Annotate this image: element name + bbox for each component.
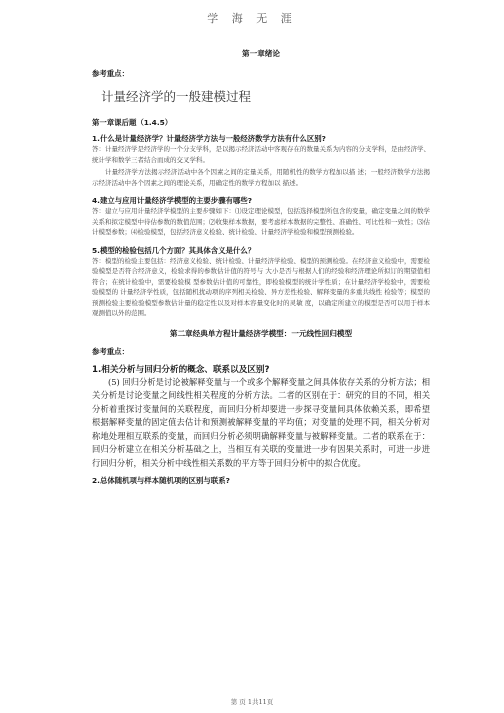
page-footer: 第 页 1共11页: [230, 698, 274, 706]
ch2-answer-1: (5) 回归分析是讨论被解释变量与一个或多个解释变量之间具体依存关系的分析方法；相关分析是讨论变量之间线性相关程度的分析方法。二者的区别在于：研究的目的不同，相关分析着重探讨变量间的关联程度，而回归分析却要进一步探寻变量间具体依赖关系，即希望根据解释变量的固定值去估计和预测被解释变量的平均值；对变量的处理不同，相关分析对称地处理相互联系的变量，而回归分析必须明确解释变量与被解释变量。二者的联系在于：回归分析建立在相关分析基础之上，当相互有关联的变量进一步有因果关系时，可进一步进行回归分析，相关分析中线性相关系数的平方等于回归分析中的拟合优度。: [92, 376, 430, 469]
answer-4: 答：建立与应用计量经济学模型的主要步骤如下：⑴设定理论模型，包括选择模型所包含的变量，确定变量之间的数学关系和拟定模型中待估参数的数值范围；⑵收集样本数据，要考虑样本数据的完整性、准确性、可比性和一致性；⑶估计模型参数；⑷检验模型，包括经济意义检验、统计检验、计量经济学检验和模型预测检验。: [92, 207, 430, 236]
section-heading: 计量经济学的一般建模过程: [101, 89, 252, 104]
reference-label-2: 参考重点：: [92, 346, 129, 356]
ch2-question-2: 2.总体随机项与样本随机项的区别与联系?: [92, 475, 230, 485]
question-4: 4.建立与应用计量经济学模型的主要步骤有哪些?: [92, 196, 253, 205]
chapter-1-title: 第一章绪论: [242, 49, 280, 58]
question-5: 5.模型的检验包括几个方面？其具体含义是什么？: [92, 245, 256, 255]
answer-1: 答：计量经济学是经济学的一个分支学科，是以揭示经济活动中客观存在的数量关系为内容的分支学科，是由经济学、统计学和数学三者结合而成的交叉学科。: [92, 145, 430, 164]
answer-5: 答：模型的检验主要包括：经济意义检验、统计检验、计量经济学检验、模型的预测检验。在经济意义检验中，需要检验模型是否符合经济意义，检验求得的参数估计值的符号与 大小是否与根据人们的经验和经济理论所拟订的期望值相符合；在统计检验中，需要检验模 型参数估计值的可靠性，即检验模型的统计学性质；在计量经济学检验中，需要检验模型的 计量经济学性质，包括随机扰动项的序列相关检验、异方差性检验、解释变量的多重共线性 检验等；模型的预测检验主要检验模型参数估计量的稳定性以及对样本容量变化时的灵敏 度，以确定所建立的模型是否可以用于样本观测值以外的范围。: [92, 256, 430, 317]
chapter-2-title: 第二章经典单方程计量经济学模型：一元线性回归模型: [169, 328, 353, 338]
answer-1-continued: 计量经济学方法揭示经济活动中各个因素之间的定量关系，用随机性的数学方程加以描 述；一般经济数学方法揭示经济活动中各个因素之间的理论关系，用确定性的数学方程加以 描述。: [92, 168, 430, 187]
homework-heading: 第一章课后题（1.4.5）: [92, 118, 173, 127]
page-header: 学 海 无 涯: [207, 12, 297, 25]
page-content: [92, 48, 430, 486]
reference-label: 参考重点：: [92, 69, 129, 78]
ch2-question-1: 1.相关分析与回归分析的概念、联系以及区别?: [92, 364, 270, 375]
question-1: 1.什么是计量经济学？计量经济学方法与一般经济数学方法有什么区别?: [92, 134, 326, 143]
